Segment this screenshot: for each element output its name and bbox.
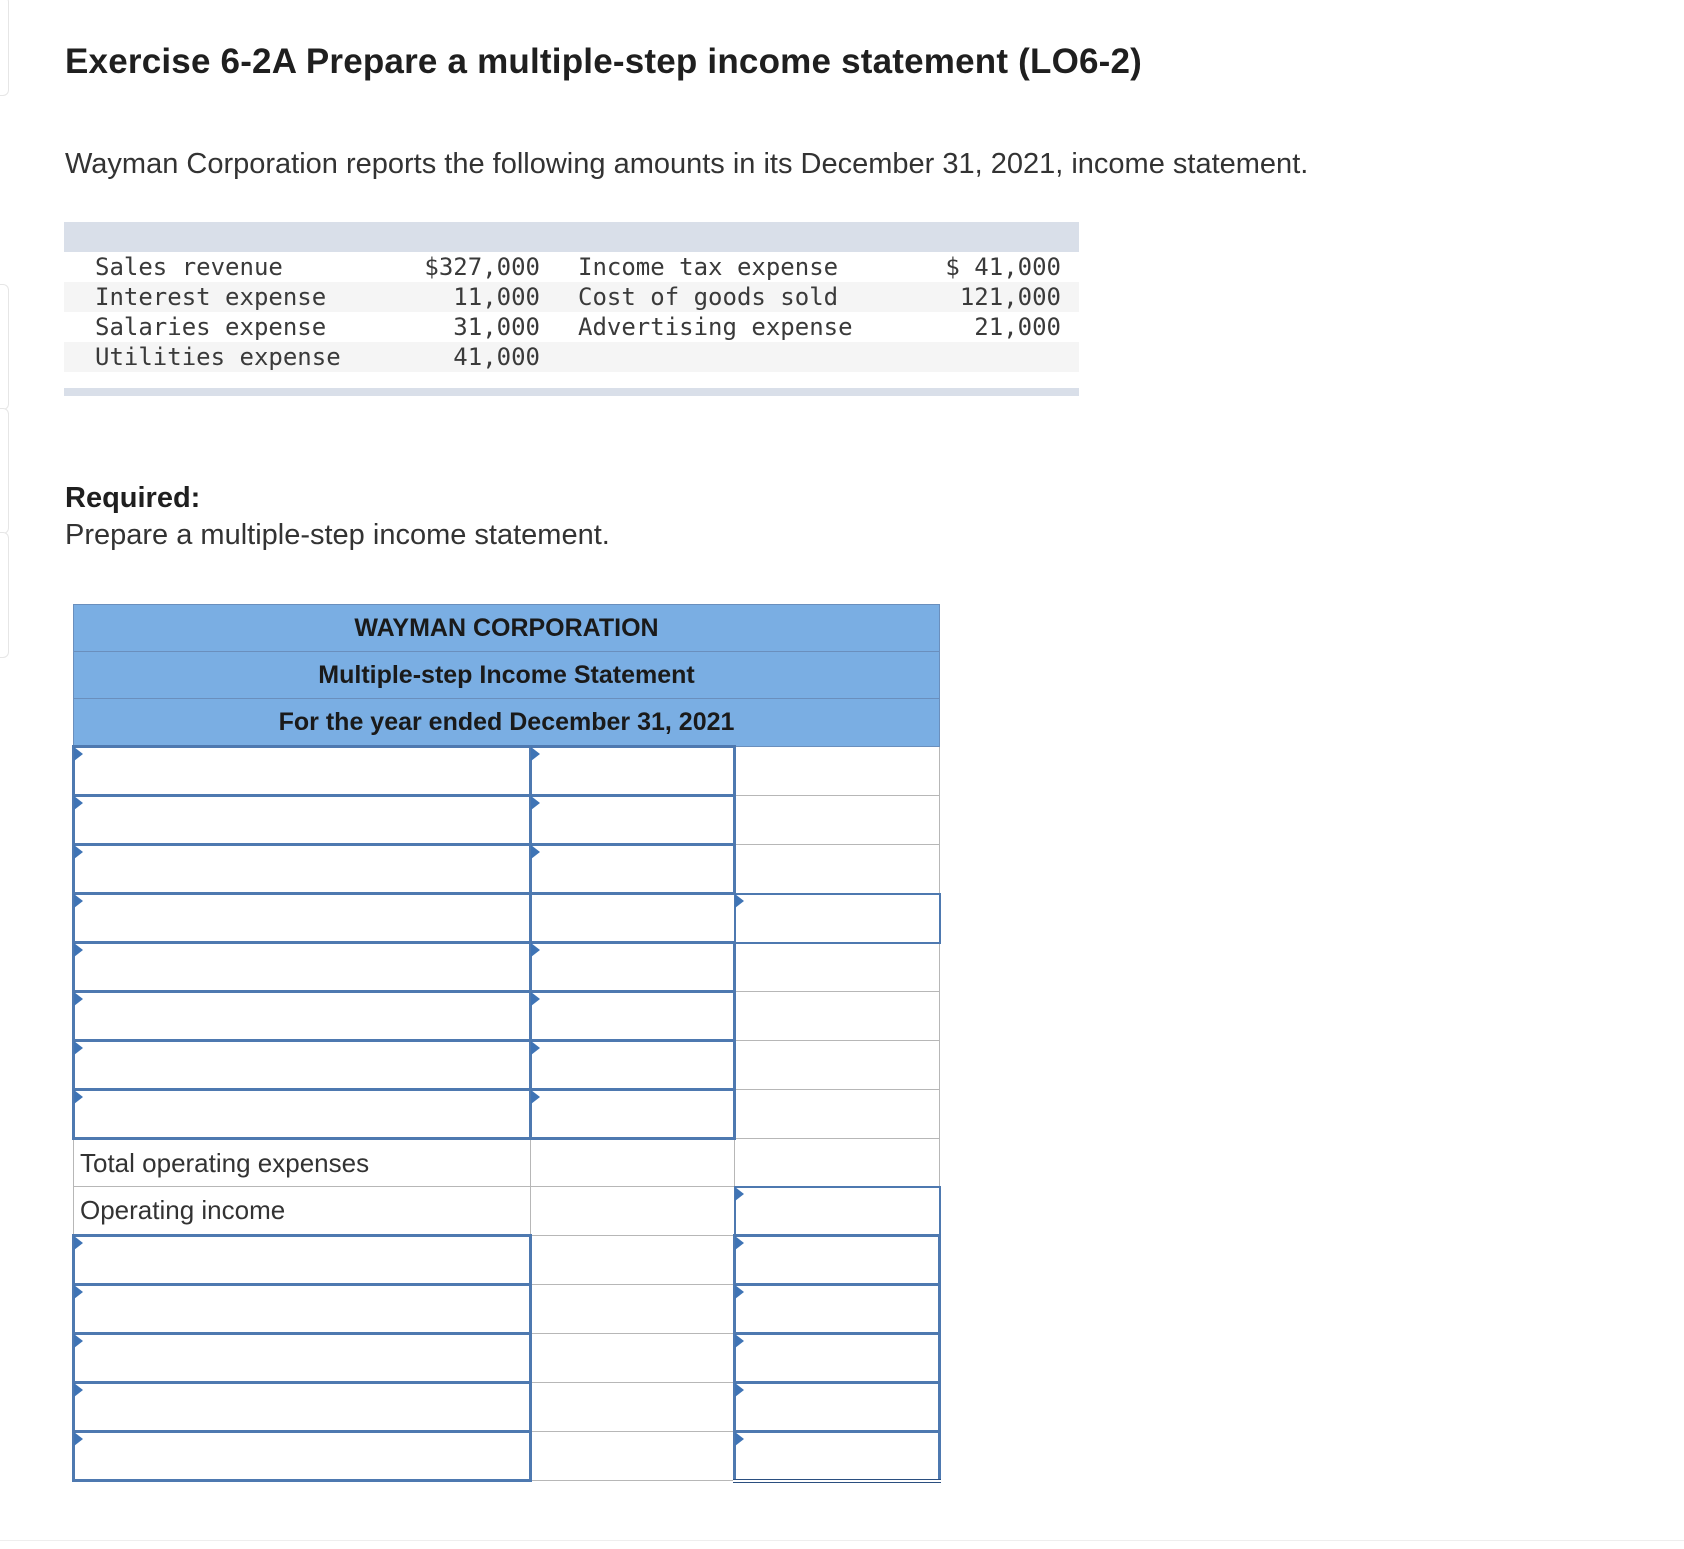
account-select-cell[interactable] (74, 1382, 531, 1431)
statement-header-row (74, 605, 940, 652)
total-cell (735, 992, 940, 1041)
table-row (74, 1090, 940, 1139)
amount-cell (531, 1139, 735, 1187)
amount-cell (531, 1187, 735, 1236)
account-select-cell[interactable] (74, 992, 531, 1041)
item-label: Sales revenue (95, 253, 283, 281)
page-edge-tab (0, 408, 9, 534)
amount-cell (531, 1235, 735, 1284)
total-operating-expenses-label: Total operating expenses (74, 1139, 531, 1187)
total-input-cell[interactable] (735, 1284, 940, 1333)
account-select-cell[interactable] (74, 1090, 531, 1139)
net-income-input-cell[interactable] (735, 1431, 940, 1481)
total-input-cell[interactable] (735, 1187, 940, 1236)
table-row (64, 282, 1079, 312)
account-select[interactable] (75, 1091, 529, 1137)
account-select-cell[interactable] (74, 747, 531, 796)
account-select[interactable] (75, 895, 529, 941)
given-data-grid (64, 252, 1079, 372)
exercise-title: Exercise 6-2A Prepare a multiple-step income statement (LO6-2) (65, 42, 1143, 81)
income-statement-worksheet (72, 604, 941, 1483)
item-label: Advertising expense (578, 313, 853, 341)
account-select[interactable] (75, 1433, 529, 1480)
table-row (74, 1139, 940, 1187)
table-row (64, 252, 1079, 282)
given-data-table (64, 222, 1079, 396)
net-income-input[interactable] (736, 1433, 938, 1479)
item-value: 21,000 (974, 313, 1061, 341)
operating-income-input[interactable] (736, 1188, 939, 1234)
amount-input-cell[interactable] (531, 845, 735, 894)
required-text: Prepare a multiple-step income statement. (65, 519, 610, 551)
amount-input-cell[interactable] (531, 943, 735, 992)
account-select-cell[interactable] (74, 894, 531, 943)
item-value: $327,000 (424, 253, 540, 281)
account-select[interactable] (75, 797, 529, 843)
account-select[interactable] (75, 1335, 529, 1381)
statement-period: For the year ended December 31, 2021 (74, 699, 940, 747)
table-row (74, 1235, 940, 1284)
table-row (74, 1431, 940, 1481)
account-select[interactable] (75, 1286, 529, 1332)
data-table-top-band (64, 222, 1079, 252)
amount-input[interactable] (532, 797, 733, 843)
total-input[interactable] (736, 1335, 938, 1381)
amount-input-cell[interactable] (531, 747, 735, 796)
item-value: 41,000 (390, 342, 540, 372)
table-row (74, 1333, 940, 1382)
total-input-cell[interactable] (735, 1333, 940, 1382)
item-label: Utilities expense (64, 342, 390, 372)
statement-header-row (74, 699, 940, 747)
item-label: Interest expense (64, 282, 390, 312)
statement-header-row (74, 652, 940, 699)
amount-input-cell[interactable] (531, 796, 735, 845)
amount-input[interactable] (532, 1091, 733, 1137)
statement-title: Multiple-step Income Statement (74, 652, 940, 699)
table-row (74, 1041, 940, 1090)
amount-cell (531, 894, 735, 943)
total-input[interactable] (736, 1237, 938, 1283)
table-row (74, 992, 940, 1041)
total-input[interactable] (736, 1384, 938, 1430)
total-cell (735, 943, 940, 992)
total-input-cell[interactable] (735, 1235, 940, 1284)
statement-company-name: WAYMAN CORPORATION (74, 605, 940, 652)
account-select-cell[interactable] (74, 796, 531, 845)
total-cell (735, 747, 940, 796)
table-row (74, 796, 940, 845)
amount-input[interactable] (532, 1042, 733, 1088)
account-select-cell[interactable] (74, 1431, 531, 1481)
item-value: 11,000 (390, 282, 540, 312)
table-row (74, 1187, 940, 1236)
item-value (858, 342, 1079, 372)
table-row (74, 1284, 940, 1333)
table-row (64, 312, 1079, 342)
page-edge-tab (0, 532, 9, 658)
amount-cell (531, 1284, 735, 1333)
account-select[interactable] (75, 993, 529, 1039)
total-input[interactable] (736, 1286, 938, 1332)
account-select-cell[interactable] (74, 1333, 531, 1382)
total-input-cell[interactable] (735, 1382, 940, 1431)
item-value: $ 41,000 (945, 253, 1061, 281)
operating-income-label: Operating income (74, 1187, 531, 1236)
required-heading: Required: (65, 482, 201, 514)
account-select-cell[interactable] (74, 1284, 531, 1333)
amount-input[interactable] (532, 993, 733, 1039)
total-input[interactable] (736, 895, 939, 942)
item-label: Cost of goods sold (540, 282, 858, 312)
amount-input-cell[interactable] (531, 1090, 735, 1139)
total-cell (735, 1041, 940, 1090)
page-bottom-divider (0, 1540, 1684, 1541)
account-select[interactable] (75, 944, 529, 990)
table-row (64, 342, 1079, 372)
amount-input[interactable] (532, 748, 733, 794)
item-label: Income tax expense (578, 253, 839, 281)
amount-input-cell[interactable] (531, 992, 735, 1041)
table-row (74, 943, 940, 992)
table-row (74, 894, 940, 943)
amount-cell (531, 1431, 735, 1481)
table-row (74, 1382, 940, 1431)
account-select[interactable] (75, 1042, 529, 1088)
item-value: 31,000 (453, 313, 540, 341)
page-edge-tab (0, 284, 9, 410)
item-label (540, 342, 858, 372)
account-select-cell[interactable] (74, 1235, 531, 1284)
total-input-cell[interactable] (735, 894, 940, 943)
amount-cell (531, 1333, 735, 1382)
data-table-bottom-band (64, 388, 1079, 396)
total-cell (735, 796, 940, 845)
table-row (74, 747, 940, 796)
page-edge-tab (0, 0, 9, 96)
account-select-cell[interactable] (74, 943, 531, 992)
table-row (74, 845, 940, 894)
account-select[interactable] (75, 748, 529, 794)
amount-cell (531, 1382, 735, 1431)
item-label: Salaries expense (95, 313, 327, 341)
total-cell (735, 1139, 940, 1187)
item-value: 121,000 (858, 282, 1079, 312)
amount-input[interactable] (532, 944, 733, 990)
account-select-cell[interactable] (74, 1041, 531, 1090)
total-cell (735, 845, 940, 894)
total-cell (735, 1090, 940, 1139)
account-select-cell[interactable] (74, 845, 531, 894)
account-select[interactable] (75, 1384, 529, 1430)
amount-input[interactable] (532, 846, 733, 892)
amount-input-cell[interactable] (531, 1041, 735, 1090)
account-select[interactable] (75, 846, 529, 892)
exercise-intro: Wayman Corporation reports the following amounts in its December 31, 2021, income statement. (65, 148, 1309, 180)
account-select[interactable] (75, 1237, 529, 1283)
